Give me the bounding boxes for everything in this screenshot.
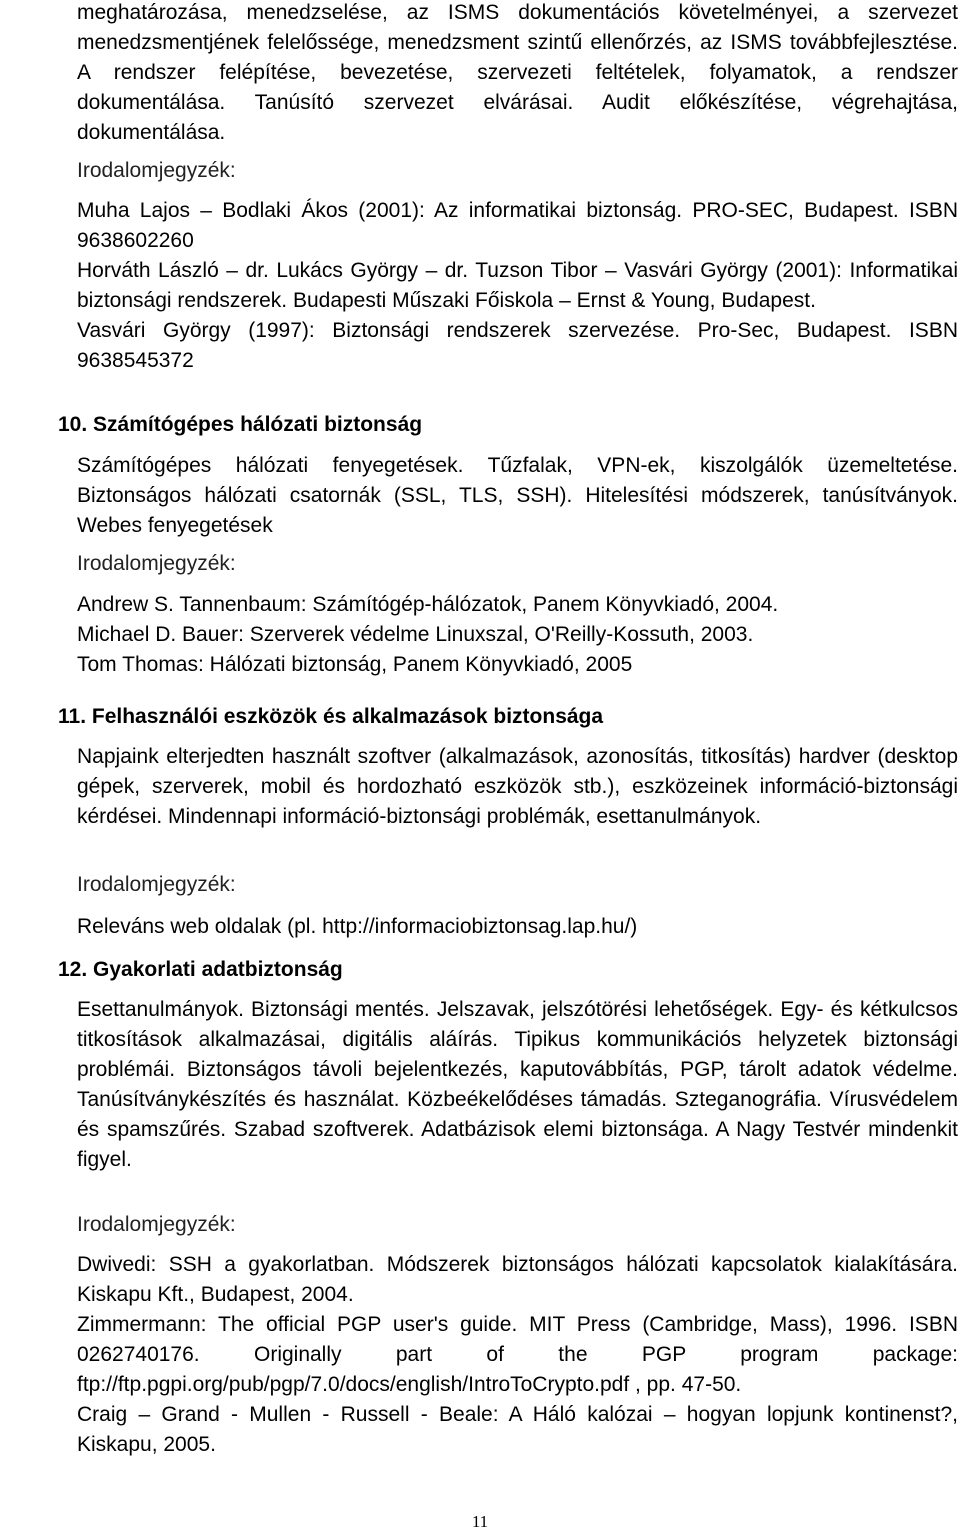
section9-references bbox=[77, 196, 958, 376]
section-11-title: 11. Felhasználói eszközök és alkalmazások biztonsága bbox=[58, 705, 604, 728]
section-10-title: 10. Számítógépes hálózati biztonság bbox=[58, 413, 423, 436]
reference-item: Tom Thomas: Hálózati biztonság, Panem Könyvkiadó, 2005 bbox=[77, 653, 633, 676]
reference-item: Releváns web oldalak (pl. http://informaciobiztonsag.lap.hu/) bbox=[77, 915, 638, 938]
section-11-body: Napjaink elterjedten használt szoftver (alkalmazások, azonosítás, titkosítás) hardver (desktop gépek, szerverek, mobil és hordozható eszközök stb.), eszközeinek információ-biztonsági kérdései. Mindennapi információ-biztonsági problémák, esettanulmányok. bbox=[77, 745, 958, 828]
section-12-body: Esettanulmányok. Biztonsági mentés. Jelszavak, jelszótörési lehetőségek. Egy- és kétkulcsos titkosítások alkalmazásai, digitális aláírás. Tipikus kommunikációs helyzetek biztonsági problémái. Biztonságos távoli bejelentkezés, kaputovábbítás, PGP, tárolt adatok védelme. Tanúsítványkészítés és használat. Közbeékelődéses támadás. Szteganográfia. Vírusvédelem és spamszűrés. Szabad szoftverek. Adatbázisok elemi biztonsága. A Nagy Testvér mindenkit figyel. bbox=[77, 998, 958, 1171]
section11-references bbox=[77, 912, 958, 942]
reference-item: Michael D. Bauer: Szerverek védelme Linuxszal, O'Reilly-Kossuth, 2003. bbox=[77, 623, 754, 646]
section-12-title: 12. Gyakorlati adatbiztonság bbox=[58, 958, 343, 981]
intro-paragraph: meghatározása, menedzselése, az ISMS dokumentációs követelményei, a szervezet menedzsmentjének felelőssége, menedzsment szintű ellenőrzés, az ISMS továbbfejlesztése. A rendszer felépítése, bevezetése, szervezeti feltételek, folyamatok, a rendszer dokumentálása. Tanúsító szervezet elvárásai. Audit előkészítése, végrehajtása, dokumentálása. bbox=[77, 1, 958, 144]
reference-item: Andrew S. Tannenbaum: Számítógép-hálózatok, Panem Könyvkiadó, 2004. bbox=[77, 593, 779, 616]
reference-item: Dwivedi: SSH a gyakorlatban. Módszerek biztonságos hálózati kapcsolatok kialakítására. Kiskapu Kft., Budapest, 2004. bbox=[77, 1253, 958, 1306]
section-10-body: Számítógépes hálózati fenyegetések. Tűzfalak, VPN-ek, kiszolgálók üzemeltetése. Biztonságos hálózati csatornák (SSL, TLS, SSH). Hitelesítési módszerek, tanúsítványok. Webes fenyegetések bbox=[77, 454, 958, 537]
bibliography-heading: Irodalomjegyzék: bbox=[77, 159, 236, 182]
section10-references bbox=[77, 590, 958, 680]
bibliography-heading: Irodalomjegyzék: bbox=[77, 1213, 236, 1236]
section12-references bbox=[77, 1250, 958, 1460]
bibliography-heading: Irodalomjegyzék: bbox=[77, 873, 236, 896]
bibliography-heading: Irodalomjegyzék: bbox=[77, 552, 236, 575]
reference-item: Horváth László – dr. Lukács György – dr. Tuzson Tibor – Vasvári György (2001): Informatikai biztonsági rendszerek. Budapesti Műszaki Főiskola – Ernst & Young, Budapest. bbox=[77, 259, 958, 312]
reference-item: Craig – Grand - Mullen - Russell - Beale: A Háló kalózai – hogyan lopjunk kontinenst?, Kiskapu, 2005. bbox=[77, 1403, 958, 1456]
reference-item: Vasvári György (1997): Biztonsági rendszerek szervezése. Pro-Sec, Budapest. ISBN 9638545372 bbox=[77, 319, 958, 372]
reference-item: Zimmermann: The official PGP user's guide. MIT Press (Cambridge, Mass), 1996. ISBN 0262740176. Originally part of the PGP program package: ftp://ftp.pgpi.org/pub/pgp/7.0/docs/english/IntroToCrypto.pdf , pp. 47-50. bbox=[77, 1313, 958, 1396]
reference-item: Muha Lajos – Bodlaki Ákos (2001): Az informatikai biztonság. PRO-SEC, Budapest. ISBN 9638602260 bbox=[77, 199, 958, 252]
page-number: 11 bbox=[471, 1512, 489, 1531]
